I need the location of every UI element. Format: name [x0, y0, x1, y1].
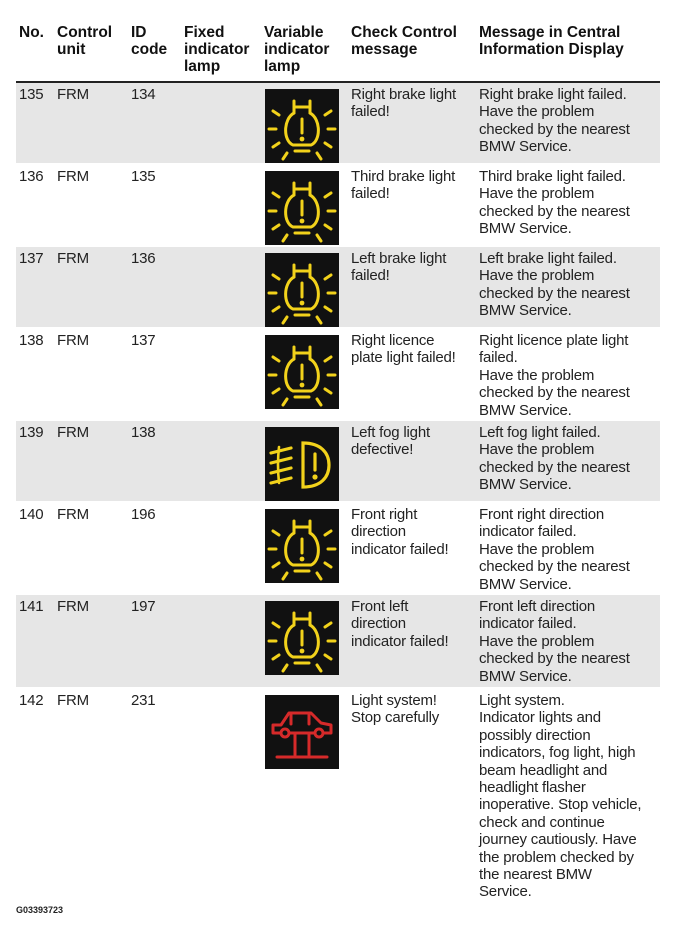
- header-id-code: ID code: [131, 24, 168, 58]
- row-id-code: 196: [131, 506, 156, 523]
- row-control-unit: FRM: [57, 424, 89, 441]
- bulb-warning-icon: [265, 601, 339, 675]
- row-no: 137: [19, 250, 44, 267]
- row-central-message: Light system. Indicator lights and possibly direction indicators, fog light, high beam headlight and headlight flasher inoperative. Stop vehicle, check and continue journey cautiously. Have the problem checked by the nearest BMW Service.: [479, 692, 642, 901]
- bulb-warning-icon: [265, 89, 339, 163]
- table-header: [0, 24, 675, 82]
- row-id-code: 137: [131, 332, 156, 349]
- table-row: [16, 247, 660, 327]
- row-central-message: Right brake light failed. Have the problem checked by the nearest BMW Service.: [479, 86, 630, 156]
- row-id-code: 136: [131, 250, 156, 267]
- header-check-control: Check Control message: [351, 24, 457, 58]
- row-central-message: Front right direction indicator failed. Have the problem checked by the nearest BMW Service.: [479, 506, 630, 593]
- header-variable-lamp: Variable indicator lamp: [264, 24, 330, 75]
- bulb-warning-icon: [265, 335, 339, 409]
- table-row: [16, 83, 660, 163]
- row-id-code: 138: [131, 424, 156, 441]
- row-no: 140: [19, 506, 44, 523]
- row-no: 135: [19, 86, 44, 103]
- row-check-control: Light system! Stop carefully: [351, 692, 440, 727]
- header-control-unit: Control unit: [57, 24, 113, 58]
- row-control-unit: FRM: [57, 332, 89, 349]
- row-id-code: 135: [131, 168, 156, 185]
- row-control-unit: FRM: [57, 86, 89, 103]
- row-check-control: Front left direction indicator failed!: [351, 598, 449, 650]
- row-no: 136: [19, 168, 44, 185]
- row-check-control: Left brake light failed!: [351, 250, 447, 285]
- header-no: No.: [19, 24, 44, 41]
- table-row: [16, 689, 660, 903]
- bulb-warning-icon: [265, 253, 339, 327]
- fog-light-warning-icon: [265, 427, 339, 501]
- row-central-message: Left brake light failed. Have the problem checked by the nearest BMW Service.: [479, 250, 630, 320]
- table-row: [16, 503, 660, 593]
- table-row: [16, 329, 660, 419]
- car-on-lift-icon: [265, 695, 339, 769]
- header-central-message: Message in Central Information Display: [479, 24, 624, 58]
- bulb-warning-icon: [265, 171, 339, 245]
- row-central-message: Right licence plate light failed. Have the problem checked by the nearest BMW Service.: [479, 332, 630, 419]
- row-check-control: Right brake light failed!: [351, 86, 456, 121]
- bulb-warning-icon: [265, 509, 339, 583]
- row-no: 139: [19, 424, 44, 441]
- row-no: 141: [19, 598, 44, 615]
- row-id-code: 231: [131, 692, 156, 709]
- row-central-message: Left fog light failed. Have the problem checked by the nearest BMW Service.: [479, 424, 630, 494]
- table-row: [16, 421, 660, 501]
- row-control-unit: FRM: [57, 692, 89, 709]
- table-row: [16, 165, 660, 245]
- row-no: 138: [19, 332, 44, 349]
- row-control-unit: FRM: [57, 250, 89, 267]
- row-check-control: Front right direction indicator failed!: [351, 506, 449, 558]
- row-id-code: 197: [131, 598, 156, 615]
- row-central-message: Third brake light failed. Have the problem checked by the nearest BMW Service.: [479, 168, 630, 238]
- row-id-code: 134: [131, 86, 156, 103]
- row-central-message: Front left direction indicator failed. Have the problem checked by the nearest BMW Service.: [479, 598, 630, 685]
- header-fixed-lamp: Fixed indicator lamp: [184, 24, 250, 75]
- row-check-control: Left fog light defective!: [351, 424, 430, 459]
- row-check-control: Third brake light failed!: [351, 168, 456, 203]
- row-check-control: Right licence plate light failed!: [351, 332, 456, 367]
- row-control-unit: FRM: [57, 506, 89, 523]
- row-control-unit: FRM: [57, 168, 89, 185]
- row-no: 142: [19, 692, 44, 709]
- figure-code: G03393723: [16, 905, 64, 915]
- row-control-unit: FRM: [57, 598, 89, 615]
- table-row: [16, 595, 660, 687]
